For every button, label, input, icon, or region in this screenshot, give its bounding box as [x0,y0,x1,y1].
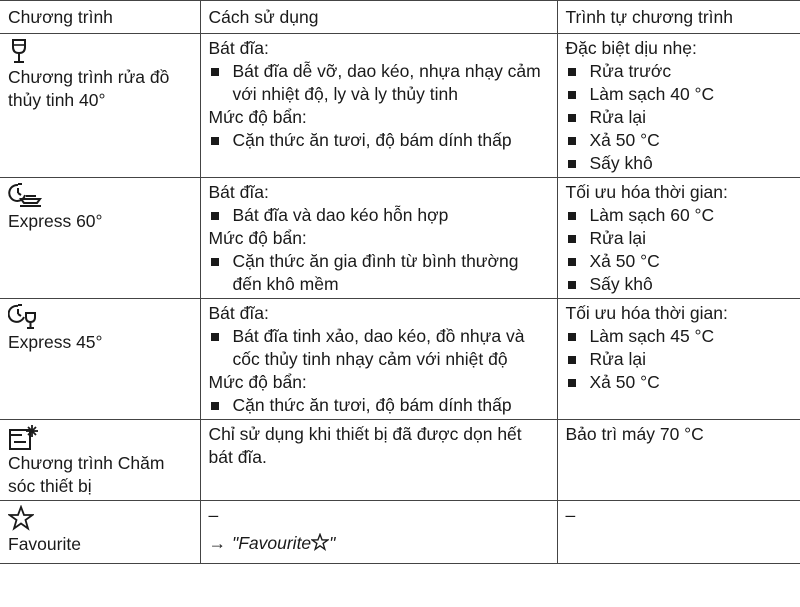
program-cell [0,299,200,420]
table-row [0,420,800,501]
soil-label: Mức độ bẩn: [208,372,307,392]
dishes-label: Bát đĩa: [208,303,269,323]
soil-label: Mức độ bẩn: [208,228,307,248]
list-item: Bát đĩa tinh xảo, dao kéo, đồ nhựa và cốc thủy tinh nhạy cảm với nhiệt độ [209,325,549,371]
usage-cell [200,34,557,178]
sequence-label: Tối ưu hóa thời gian: [565,303,728,323]
program-name: Chương trình Chăm sóc thiết bị [8,453,165,496]
program-cell [0,34,200,178]
sequence-cell [557,299,800,420]
usage-text: Chỉ sử dụng khi thiết bị đã được dọn hết bát đĩa. [208,424,522,467]
list-item: Sấy khô [566,152,793,175]
program-name: Favourite [8,534,81,554]
list-item: Cặn thức ăn tươi, độ bám dính thấp [209,129,549,152]
table-row [0,299,800,420]
usage-cell [200,501,557,564]
table-row [0,34,800,178]
dishes-label: Bát đĩa: [208,38,269,58]
express-45-icon [8,303,192,329]
sequence-text: Bảo trì máy 70 °C [565,424,704,444]
usage-dash: – [208,505,219,525]
header-usage: Cách sử dụng [200,1,557,34]
list-item: Làm sạch 45 °C [566,325,793,348]
list-item: Xả 50 °C [566,371,793,394]
sequence-label: Đặc biệt dịu nhẹ: [565,38,697,58]
soil-label: Mức độ bẩn: [208,107,307,127]
list-item: Xả 50 °C [566,250,793,273]
list-item: Rửa lại [566,348,793,371]
list-item: Bát đĩa dễ vỡ, dao kéo, nhựa nhạy cảm với nhiệt độ, ly và ly thủy tinh [209,60,549,106]
sequence-dash: – [565,505,576,525]
wine-glass-icon [8,38,192,64]
sequence-label: Tối ưu hóa thời gian: [565,182,728,202]
list-item: Bát đĩa và dao kéo hỗn hợp [209,204,549,227]
usage-cell [200,299,557,420]
favourite-reference [209,532,549,557]
sequence-cell [557,178,800,299]
table-row [0,501,800,564]
usage-cell [200,420,557,501]
sequence-cell [557,501,800,564]
express-60-icon [8,182,192,208]
list-item: Xả 50 °C [566,129,793,152]
list-item: Cặn thức ăn gia đình từ bình thường đến khô mềm [209,250,549,296]
table-row [0,178,800,299]
machine-care-icon [8,424,192,450]
program-cell [0,501,200,564]
list-item: Làm sạch 40 °C [566,83,793,106]
header-program: Chương trình [0,1,200,34]
favourite-link-end: " [329,533,336,553]
usage-cell [200,178,557,299]
favourite-star-icon [8,505,192,531]
list-item: Rửa lại [566,106,793,129]
dishes-label: Bát đĩa: [208,182,269,202]
program-name: Chương trình rửa đồ thủy tinh 40° [8,67,170,110]
list-item: Rửa trước [566,60,793,83]
list-item: Cặn thức ăn tươi, độ bám dính thấp [209,394,549,417]
program-cell [0,178,200,299]
list-item: Rửa lại [566,227,793,250]
program-cell [0,420,200,501]
list-item: Sấy khô [566,273,793,296]
header-sequence: Trình tự chương trình [557,1,800,34]
header-row [0,1,800,34]
program-name: Express 45° [8,332,103,352]
sequence-cell [557,34,800,178]
list-item: Làm sạch 60 °C [566,204,793,227]
star-icon [311,533,329,557]
sequence-cell [557,420,800,501]
arrow-icon: → [208,533,226,553]
program-name: Express 60° [8,211,103,231]
favourite-link[interactable]: "Favourite [232,533,312,553]
